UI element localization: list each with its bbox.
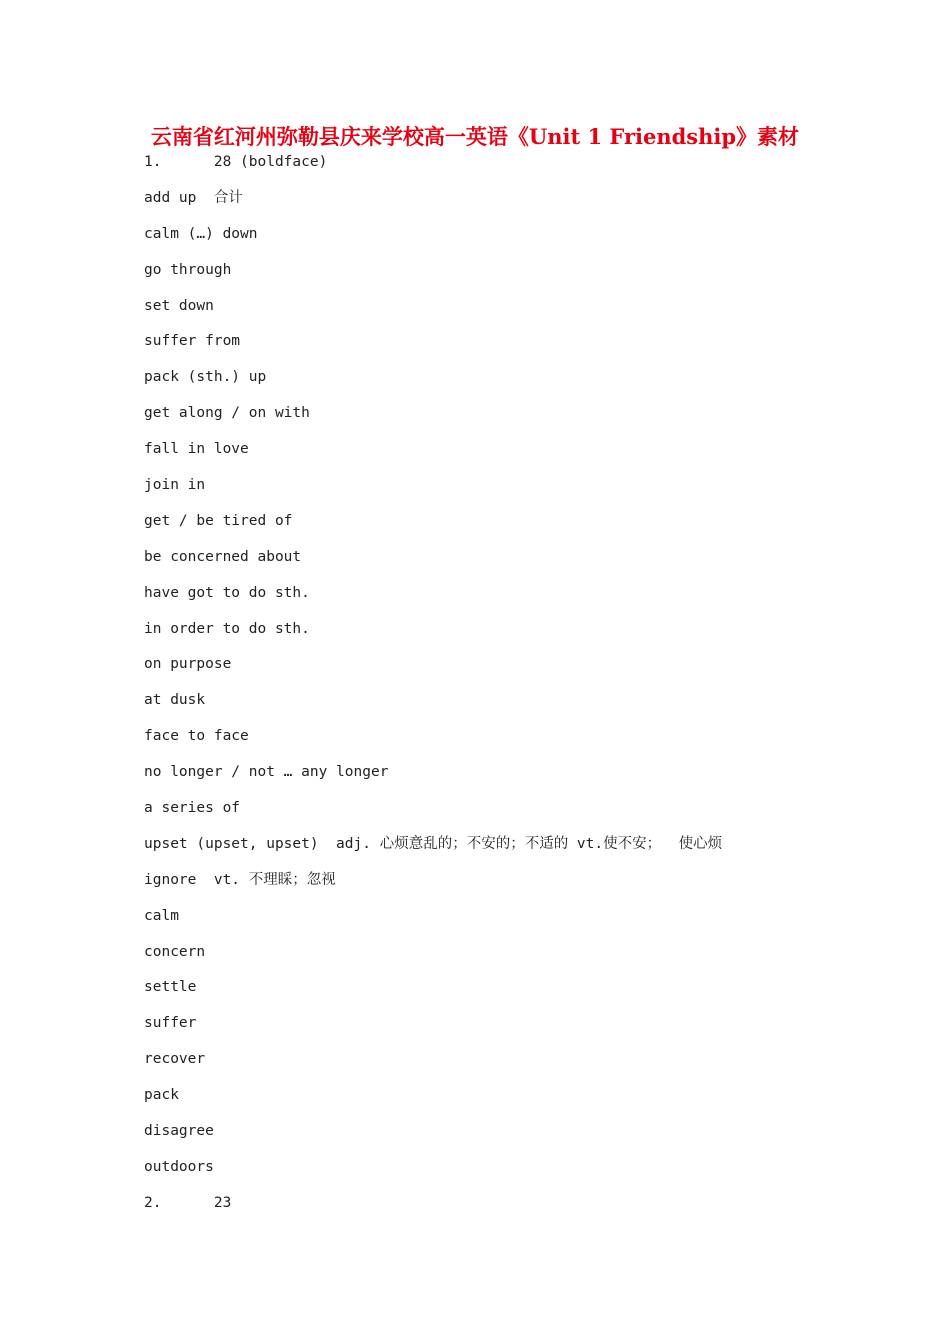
vocabulary-line: on purpose xyxy=(144,656,232,673)
document-title: 云南省红河州弥勒县庆来学校高一英语《Unit 1 Friendship》素材 xyxy=(150,124,800,149)
vocabulary-line: be concerned about xyxy=(144,548,302,565)
vocabulary-line: get along / on with xyxy=(144,405,310,422)
vocabulary-line: have got to do sth. xyxy=(144,584,310,601)
vocabulary-line: calm xyxy=(144,907,179,924)
vocabulary-line: upset (upset, upset) adj. 心烦意乱的；不安的；不适的 vt.使不安； 使心烦 xyxy=(144,835,723,852)
vocabulary-line: go through xyxy=(144,261,232,278)
vocabulary-line: at dusk xyxy=(144,692,206,709)
vocabulary-line: disagree xyxy=(144,1123,214,1140)
vocabulary-line: get / be tired of xyxy=(144,512,293,529)
vocabulary-line: set down xyxy=(144,297,214,314)
vocabulary-line: calm (…) down xyxy=(144,225,258,242)
vocabulary-line: 2. 23 xyxy=(144,1194,232,1211)
vocabulary-line: a series of xyxy=(144,800,241,817)
vocabulary-line: face to face xyxy=(144,728,249,745)
vocabulary-line: fall in love xyxy=(144,441,249,458)
vocabulary-line: add up 合计 xyxy=(144,189,243,206)
vocabulary-line: pack xyxy=(144,1087,179,1104)
vocabulary-line: outdoors xyxy=(144,1158,214,1175)
vocabulary-line: concern xyxy=(144,943,206,960)
vocabulary-line: 1. 28 (boldface) xyxy=(144,154,328,170)
vocabulary-line: pack (sth.) up xyxy=(144,369,267,386)
vocabulary-line: ignore vt. 不理睬；忽视 xyxy=(144,871,336,888)
vocabulary-line: suffer from xyxy=(144,333,241,350)
vocabulary-list xyxy=(144,150,722,1227)
vocabulary-line: join in xyxy=(144,477,206,494)
vocabulary-line: in order to do sth. xyxy=(144,620,310,637)
vocabulary-line: no longer / not … any longer xyxy=(144,764,389,781)
vocabulary-line: suffer xyxy=(144,1015,197,1032)
vocabulary-line: recover xyxy=(144,1051,206,1068)
vocabulary-line: settle xyxy=(144,979,197,996)
